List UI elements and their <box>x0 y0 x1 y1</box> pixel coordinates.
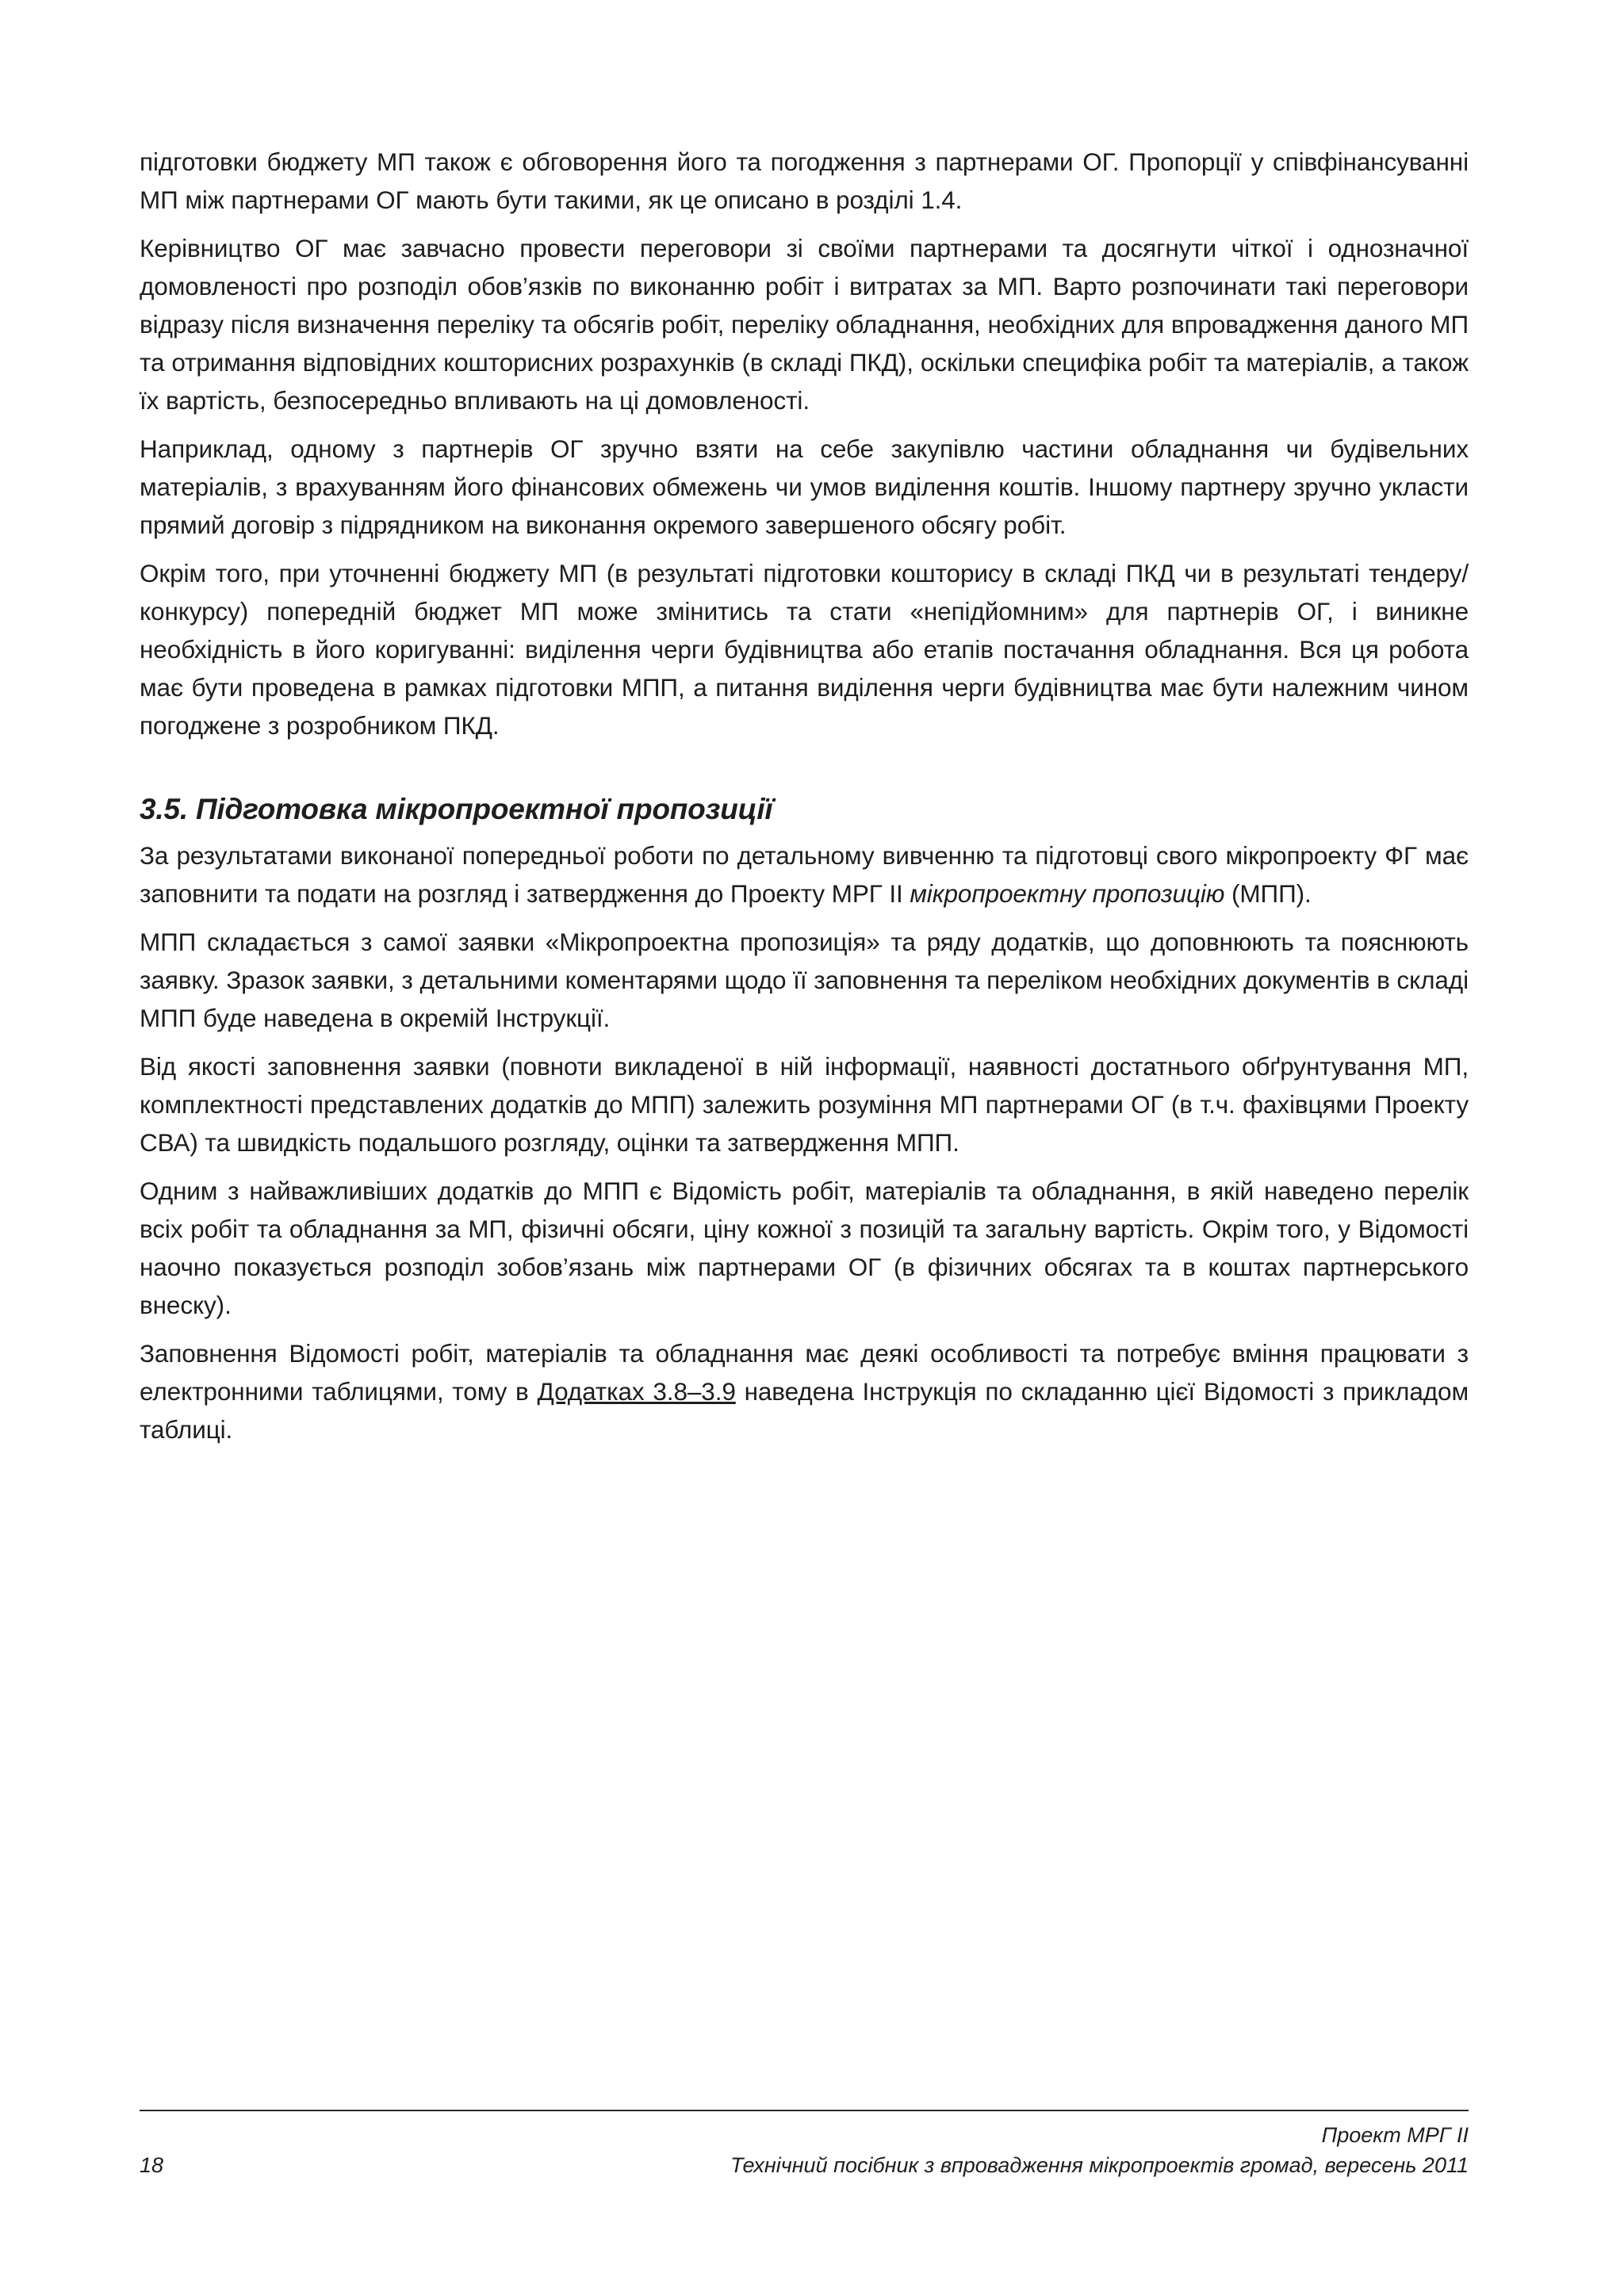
paragraph-mpp-intro <box>140 836 1469 913</box>
paragraph-example: Наприклад, одному з партнерів ОГ зручно взяти на себе закупівлю частини обладнання чи будівельних матеріалів, з врахуванням його фінансових обмежень чи умов виділення коштів. Іншому партнеру зручно укласти прямий договір з підрядником на виконання окремого завершеного обсягу робіт. <box>140 434 1469 539</box>
section-heading-3-5: 3.5. Підготовка мікропроектної пропозиції <box>140 793 773 825</box>
annex-3-8-3-9-link[interactable]: Додатках 3.8–3.9 <box>537 1377 736 1406</box>
paragraph-budget-discussion: підготовки бюджету МП також є обговорення його та погодження з партнерами ОГ. Пропорції у співфінансуванні МП між партнерами ОГ мають бути такими, як це описано в розділі 1.4. <box>140 147 1469 214</box>
paragraph-negotiations: Керівництво ОГ має завчасно провести переговори зі своїми партнерами та досягнути чіткої і однозначної домовленості про розподіл обов’язків по виконанню робіт і витратах за МП. Варто розпочинати такі переговори відразу після визначення переліку та обсягів робіт, переліку обладнання, необхідних для впровадження даного МП та отримання відповідних кошторисних розрахунків (в складі ПКД), оскільки специфіка робіт та матеріалів, а також їх вартість, безпосередньо впливають на ці домовленості. <box>140 234 1469 415</box>
paragraph-mpp-quality: Від якості заповнення заявки (повноти викладеної в ній інформації, наявності достатнього обґрунтування МП, комплектності представлених додатків до МПП) залежить розуміння МП партнерами ОГ (в т.ч. фахівцями Проекту СВА) та швидкість подальшого розгляду, оцінки та затвердження МПП. <box>140 1052 1469 1157</box>
paragraph-statement-filling <box>140 1334 1469 1448</box>
paragraph-statement-filling-text: Заповнення Відомості робіт, матеріалів та обладнання має деякі особливості та потребує вміння працювати з електронними таблицями, тому в <box>140 1339 1469 1406</box>
paragraph-mpp-intro-italic: мікропроектну пропозицію <box>910 879 1225 908</box>
footer-document-subtitle: Технічний посібник з впровадження мікропроектів громад, вересень 2011 <box>730 2153 1469 2177</box>
paragraph-budget-refinement: Окрім того, при уточненні бюджету МП (в результаті підготовки кошторису в складі ПКД чи в результаті тендеру/конкурсу) попередній бюджет МП може змінитись та стати «непідйомним» для партнерів ОГ, і виникне необхідність в його коригуванні: виділення черги будівництва або етапів постачання обладнання. Вся ця робота має бути проведена в рамках підготовки МПП, а питання виділення черги будівництва має бути належним чином погоджене з розробником ПКД. <box>140 559 1469 740</box>
footer-divider <box>140 2110 1469 2111</box>
paragraph-statement-filling-end: наведена Інструкція по складанню цієї Відомості з прикладом таблиці. <box>140 1377 1469 1444</box>
footer-project-name: Проект МРГ ІІ <box>1321 2123 1469 2147</box>
footer-title-block <box>730 2120 1469 2180</box>
page-number: 18 <box>140 2153 164 2177</box>
paragraph-mpp-intro-text: За результатами виконаної попередньої роботи по детальному вивченню та підготовці свого мікропроекту ФГ має заповнити та подати на розгляд і затвердження до Проекту МРГ ІІ <box>140 841 1469 908</box>
page-content <box>140 143 1469 1459</box>
paragraph-mpp-composition: МПП складається з самої заявки «Мікропроектна пропозиція» та ряду додатків, що доповнюють та пояснюють заявку. Зразок заявки, з детальними коментарями щодо її заповнення та переліком необхідних документів в складі МПП буде наведена в окремій Інструкції. <box>140 928 1469 1032</box>
paragraph-statement-of-works: Одним з найважливіших додатків до МПП є Відомість робіт, матеріалів та обладнання, в якій наведено перелік всіх робіт та обладнання за МП, фізичні обсяги, ціну кожної з позицій та загальну вартість. Окрім того, у Відомості наочно показується розподіл зобов’язань між партнерами ОГ (в фізичних обсягах та в коштах партнерського внеску). <box>140 1177 1469 1319</box>
paragraph-mpp-intro-end: (МПП). <box>1224 879 1312 908</box>
